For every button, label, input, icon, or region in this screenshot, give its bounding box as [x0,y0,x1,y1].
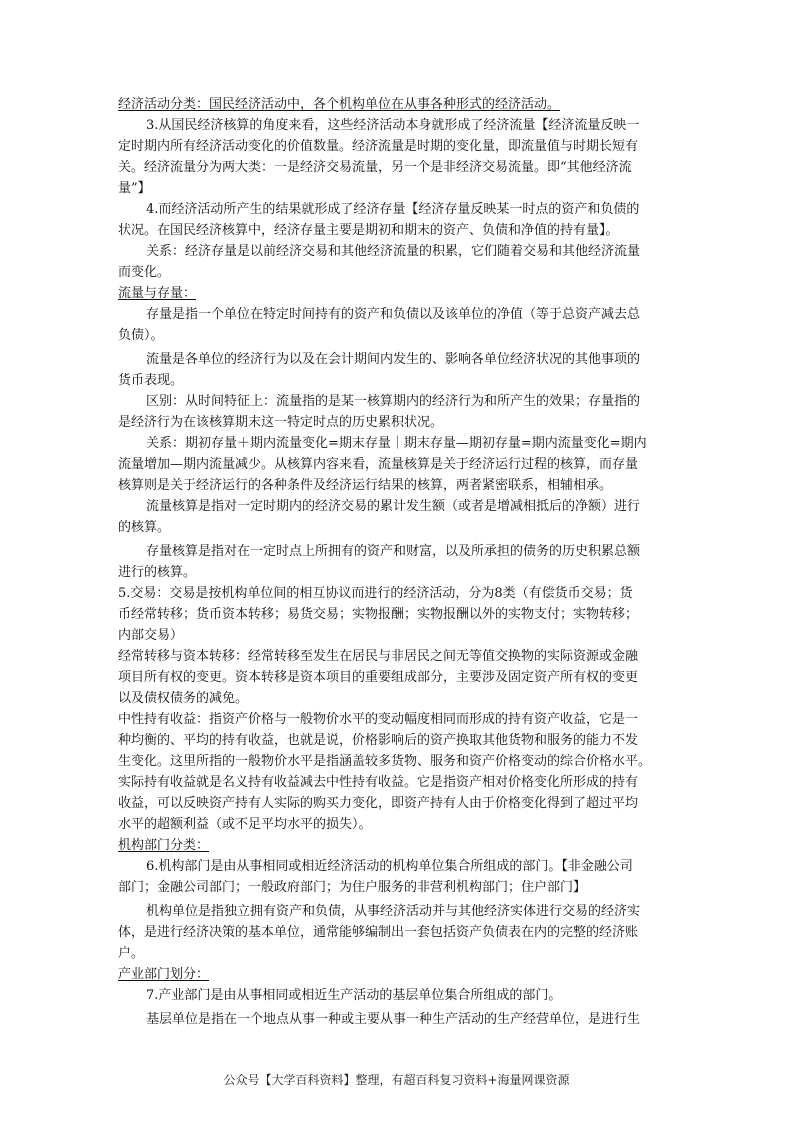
text-line: 生变化。这里所指的一般物价水平是指涵盖较多货物、服务和资产价格变动的综合价格水平。 [118,754,652,769]
paragraph-economic-flow [118,115,678,199]
text-line: 流量是各单位的经济行为以及在会计期间内发生的、影响各单位经济状况的其他事项的 [146,352,641,367]
text-line: 项目所有权的变更。资本转移是资本项目的重要组成部分，主要涉及固定资产所有权的变更 [118,670,639,685]
paragraph-relation [118,241,678,283]
paragraph-flow-accounting [118,496,678,538]
paragraph-industry-sector: 7.产业部门是由从事相同或相近生产活动的基层单位集合所组成的部门。 [146,988,562,1003]
text-line: 体，是进行经济决策的基本单位，通常能够编制出一套包括资产负债表在内的完整的经济账 [118,925,639,940]
text-line: 关系：期初存量＋期内流量变化=期末存量｜期末存量—期初存量=期内流量变化=期内 [146,436,647,451]
page-footer: 公众号【大学百科资料】整理，有超百科复习资料+海量网课资源 [223,1073,570,1087]
text-line: 流量核算是指对一定时期内的经济交易的累计发生额（或者是增减相抵后的净额）进行 [146,499,641,514]
paragraph-economic-stock [118,199,678,241]
text-line: 存量核算是指对在一定时点上所拥有的资产和财富，以及所承担的债务的历史积累总额 [146,544,641,559]
paragraph-activity-classification [118,94,678,115]
section-heading-industry-sectors: 产业部门划分： [118,967,210,982]
paragraph-difference [118,391,678,433]
text-line: 种均衡的、平均的持有收益，也就是说，价格影响后的资产换取其他货物和服务的能力不发 [118,733,639,748]
text-line: 量”】 [118,181,151,196]
text-line: 中性持有收益：指资产价格与一般物价水平的变动幅度相同而形成的持有资产收益，它是一 [118,712,639,727]
text-line: 4.而经济活动所产生的结果就形成了经济存量【经济存量反映某一时点的资产和负债的 [146,202,640,217]
text-line: 关。经济流量分为两大类：一是经济交易流量，另一个是非经济交易流量。即“其他经济流 [118,160,632,175]
text-line: 内部交易） [118,628,184,643]
text-line: 币经常转移；货币资本转移；易货交易；实物报酬；实物报酬以外的实物支付；实物转移； [118,607,639,622]
text-line: 流量增加—期内流量减少。从核算内容来看，流量核算是关于经济运行过程的核算，而存量 [118,457,639,472]
text-line: 机构单位是指独立拥有资产和负债，从事经济活动并与其他经济实体进行交易的经济实 [146,904,641,919]
text-line: 收益，可以反映资产持有人实际的购买力变化，即资产持有人由于价格变化得到了超过平均 [118,796,639,811]
section-heading-institutional-sectors: 机构部门分类： [118,838,210,853]
text-line: 存量是指一个单位在特定时间持有的资产和负债以及该单位的净值（等于总资产减去总 [146,307,641,322]
paragraph-stock-definition [118,304,678,346]
paragraph-institutional-sector [118,856,678,898]
text-line: 经常转移与资本转移：经常转移至发生在居民与非居民之间无等值交换物的实际资源或金融 [118,649,639,664]
paragraph-stock-accounting [118,541,678,583]
text-line: 进行的核算。 [118,565,197,580]
text-line: 部门；金融公司部门；一般政府部门；为住户服务的非营利机构部门；住户部门】 [118,880,587,895]
paragraph-transaction [118,583,678,646]
text-line: 核算则是关于经济运行的各种条件及经济运行结果的核算，两者紧密联系，相辅相承。 [118,478,613,493]
text-line: 定时期内所有经济活动变化的价值数量。经济流量是时期的变化量，即流量值与时期长短有 [118,139,639,154]
text-line: 以及债权债务的减免。 [118,691,249,706]
text-line: 6.机构部门是由从事相同或相近经济活动的机构单位集合所组成的部门。【非金融公司 [146,859,633,874]
section-heading-flow-stock: 流量与存量： [118,286,197,301]
text-line: 状况。在国民经济核算中，经济存量主要是期初和期末的资产、负债和净值的持有量】。 [118,223,619,238]
text-line: 5.交易：交易是按机构单位间的相互协议而进行的经济活动，分为8类（有偿货币交易；货 [118,586,633,601]
paragraph-establishment: 基层单位是指在一个地点从事一种或主要从事一种生产活动的生产经营单位，是进行生 [146,1012,641,1027]
text-line: 实际持有收益就是名义持有收益减去中性持有收益。它是指资产相对价格变化所形成的持有 [118,775,639,790]
text-line: 水平的超额利益（或不足平均水平的损失）。 [118,817,372,832]
document-body [118,94,678,1030]
text-line: 户。 [118,946,145,961]
text-line: 区别：从时间特征上：流量指的是某一核算期内的经济行为和所产生的效果；存量指的 [146,394,641,409]
text-line: 负债）。 [118,328,164,343]
text-line: 经济活动分类：国民经济活动中，各个机构单位在从事各种形式的经济活动。 [118,97,561,112]
text-line: 的核算。 [118,520,171,535]
text-line: 货币表现。 [118,373,184,388]
text-line: 3.从国民经济核算的角度来看，这些经济活动本身就形成了经济流量【经济流量反映一 [146,118,640,133]
paragraph-transfers [118,646,678,709]
paragraph-holding-gains [118,709,678,835]
text-line: 关系：经济存量是以前经济交易和其他经济流量的积累，它们随着交易和其他经济流量 [146,244,641,259]
text-line: 而变化。 [118,265,171,280]
paragraph-flow-stock-relation [118,433,678,496]
text-line: 是经济行为在该核算期末这一特定时点的历史累积状况。 [118,415,444,430]
paragraph-flow-definition [118,349,678,391]
paragraph-institutional-unit [118,901,678,964]
